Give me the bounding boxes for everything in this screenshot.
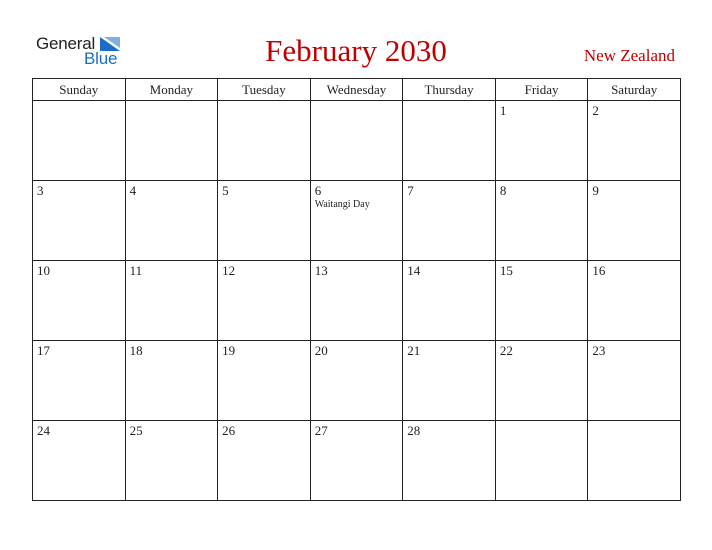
day-number: 20	[314, 343, 328, 358]
logo-general-text: General	[36, 34, 96, 53]
day-cell	[218, 101, 311, 181]
calendar-body	[33, 101, 681, 501]
day-cell	[125, 181, 218, 261]
day-cell	[495, 341, 588, 421]
day-cell	[495, 261, 588, 341]
day-number: 17	[37, 343, 50, 358]
day-number: 7	[407, 183, 414, 198]
day-number: 11	[129, 263, 143, 278]
day-cell	[218, 341, 311, 421]
weekday-header-row	[33, 79, 681, 101]
day-cell	[403, 341, 496, 421]
week-row	[33, 341, 681, 421]
day-number: 12	[222, 263, 236, 278]
day-cell	[33, 181, 126, 261]
day-cell	[588, 181, 681, 261]
weekday-header: Tuesday	[218, 79, 311, 101]
day-number: 26	[222, 423, 236, 438]
week-row	[33, 261, 681, 341]
day-cell	[310, 261, 403, 341]
day-number: 19	[222, 343, 236, 358]
day-cell	[125, 101, 218, 181]
day-number: 4	[129, 183, 137, 198]
day-number: 3	[37, 183, 44, 198]
day-cell	[495, 101, 588, 181]
day-number: 18	[129, 343, 143, 358]
day-cell	[310, 421, 403, 501]
day-cell	[33, 421, 126, 501]
week-row	[33, 181, 681, 261]
weekday-header: Monday	[125, 79, 218, 101]
day-cell	[588, 341, 681, 421]
day-number: 22	[499, 343, 513, 358]
day-cell	[588, 101, 681, 181]
country-label: New Zealand	[583, 46, 675, 65]
day-cell	[125, 341, 218, 421]
day-number: 8	[499, 183, 507, 198]
week-row	[33, 101, 681, 181]
day-cell	[310, 101, 403, 181]
day-number: 24	[37, 423, 50, 438]
day-number: 2	[592, 103, 599, 118]
day-cell	[125, 421, 218, 501]
day-number: 15	[499, 263, 513, 278]
day-number: 23	[592, 343, 606, 358]
day-number: 14	[407, 263, 421, 278]
day-cell	[310, 341, 403, 421]
day-cell	[33, 341, 126, 421]
day-number: 6	[314, 183, 322, 198]
day-number: 21	[407, 343, 421, 358]
day-number: 1	[499, 103, 507, 118]
weekday-header: Sunday	[33, 79, 126, 101]
weekday-header: Friday	[495, 79, 588, 101]
day-number: 10	[37, 263, 50, 278]
day-cell	[310, 181, 403, 261]
day-number: 16	[592, 263, 606, 278]
holiday-label: Waitangi Day	[314, 199, 370, 210]
day-number: 5	[222, 183, 229, 198]
day-cell	[33, 101, 126, 181]
day-cell	[125, 261, 218, 341]
day-cell	[218, 261, 311, 341]
day-cell	[403, 181, 496, 261]
day-cell	[403, 101, 496, 181]
day-cell	[33, 261, 126, 341]
week-row	[33, 421, 681, 501]
weekday-header: Wednesday	[310, 79, 403, 101]
day-cell	[403, 261, 496, 341]
day-cell	[588, 261, 681, 341]
day-cell	[218, 181, 311, 261]
day-cell	[403, 421, 496, 501]
weekday-header: Saturday	[588, 79, 681, 101]
logo-blue-text: Blue	[84, 49, 118, 68]
day-number: 27	[314, 423, 328, 438]
day-cell	[218, 421, 311, 501]
day-number: 13	[314, 263, 328, 278]
day-number: 28	[407, 423, 421, 438]
day-cell	[495, 421, 588, 501]
weekday-header: Thursday	[403, 79, 496, 101]
day-number: 25	[129, 423, 143, 438]
day-cell	[495, 181, 588, 261]
day-cell	[588, 421, 681, 501]
calendar-title: February 2030	[265, 33, 447, 68]
calendar-grid	[32, 78, 681, 501]
day-number: 9	[592, 183, 599, 198]
